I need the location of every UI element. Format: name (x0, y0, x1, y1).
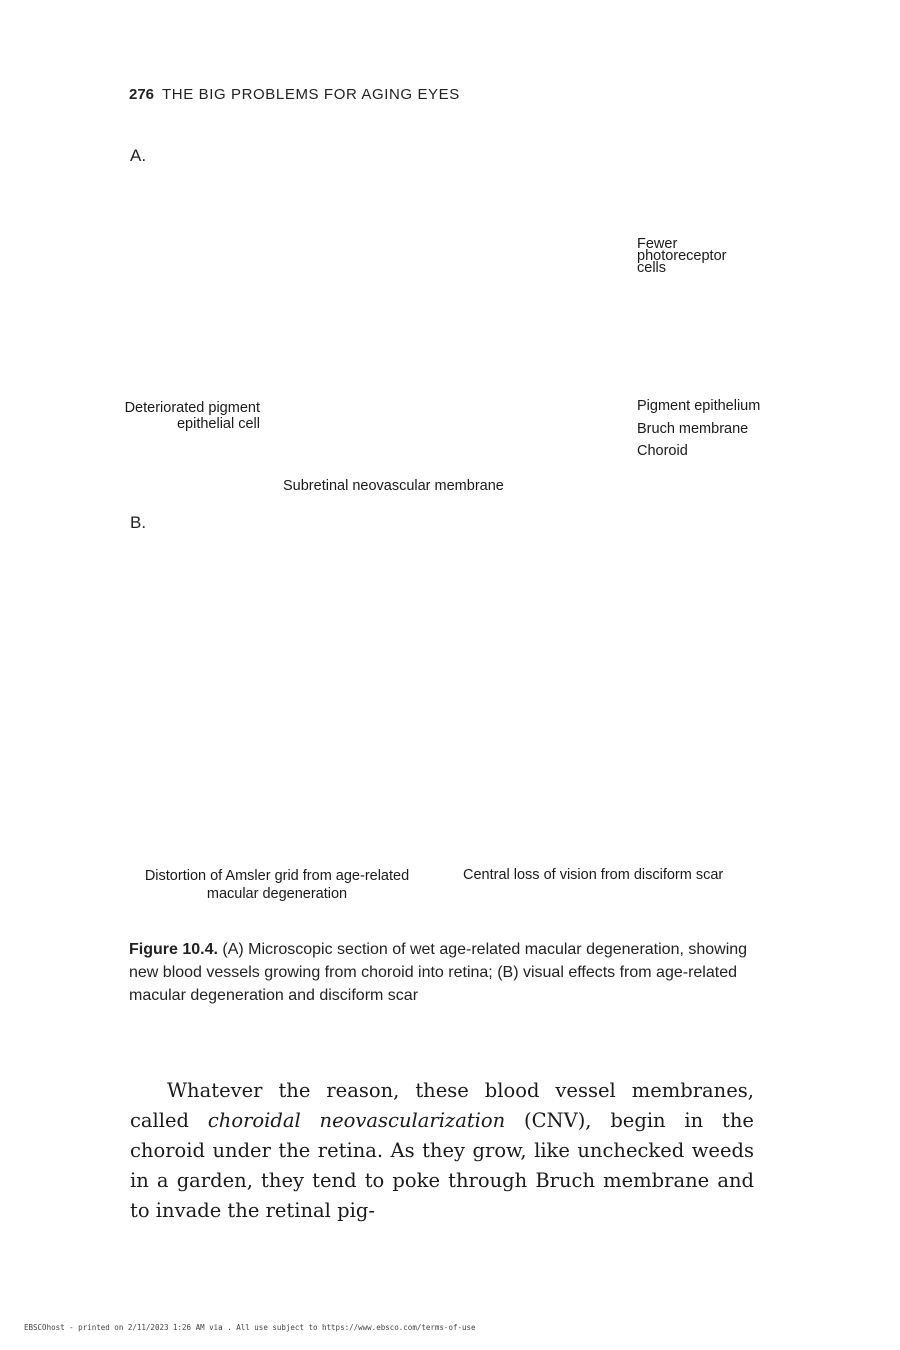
label-choroid: Choroid (637, 443, 688, 459)
figure-label: Figure 10.4. (129, 941, 218, 958)
panel-b-letter: B. (130, 513, 147, 532)
panel-a-letter: A. (130, 146, 147, 165)
body-paragraph (130, 1076, 754, 1226)
running-head (129, 86, 460, 103)
page-number: 276 (129, 86, 155, 103)
label-fewer-photoreceptors: Fewer photoreceptor cells (637, 236, 727, 276)
label-amsler-distortion: Distortion of Amsler grid from age-related macular degeneration (144, 868, 410, 902)
label-pigment-epithelium: Pigment epithelium (637, 398, 761, 414)
running-title: THE BIG PROBLEMS FOR AGING EYES (162, 86, 460, 103)
label-deteriorated-cell: Deteriorated pigment epithelial cell (124, 400, 260, 432)
footer-notice: EBSCOhost - printed on 2/11/2023 1:26 AM via . All use subject to https://www.ebsco.com/terms-of-use (24, 1323, 476, 1332)
label-central-loss: Central loss of vision from disciform scar (463, 867, 724, 883)
label-subretinal-membrane: Subretinal neovascular membrane (283, 478, 504, 494)
para-term: choroidal neovascularization (207, 1109, 506, 1132)
figure-caption (129, 938, 769, 1007)
para-start: Whatever the reason, these blood vessel membranes, called (130, 1079, 754, 1132)
caption-text: (A) Microscopic section of wet age-related macular degeneration, showing new blood vessels growing from choroid into retina; (B) visual effects from age-related macular degeneration and disciform scar (129, 941, 748, 1004)
para-rest: (CNV), begin in the choroid under the retina. As they grow, like unchecked weeds in a garden, they tend to poke through Bruch membrane and to invade the retinal pig- (130, 1109, 754, 1222)
label-bruch-membrane: Bruch membrane (637, 421, 749, 437)
body-text (130, 1076, 754, 1226)
